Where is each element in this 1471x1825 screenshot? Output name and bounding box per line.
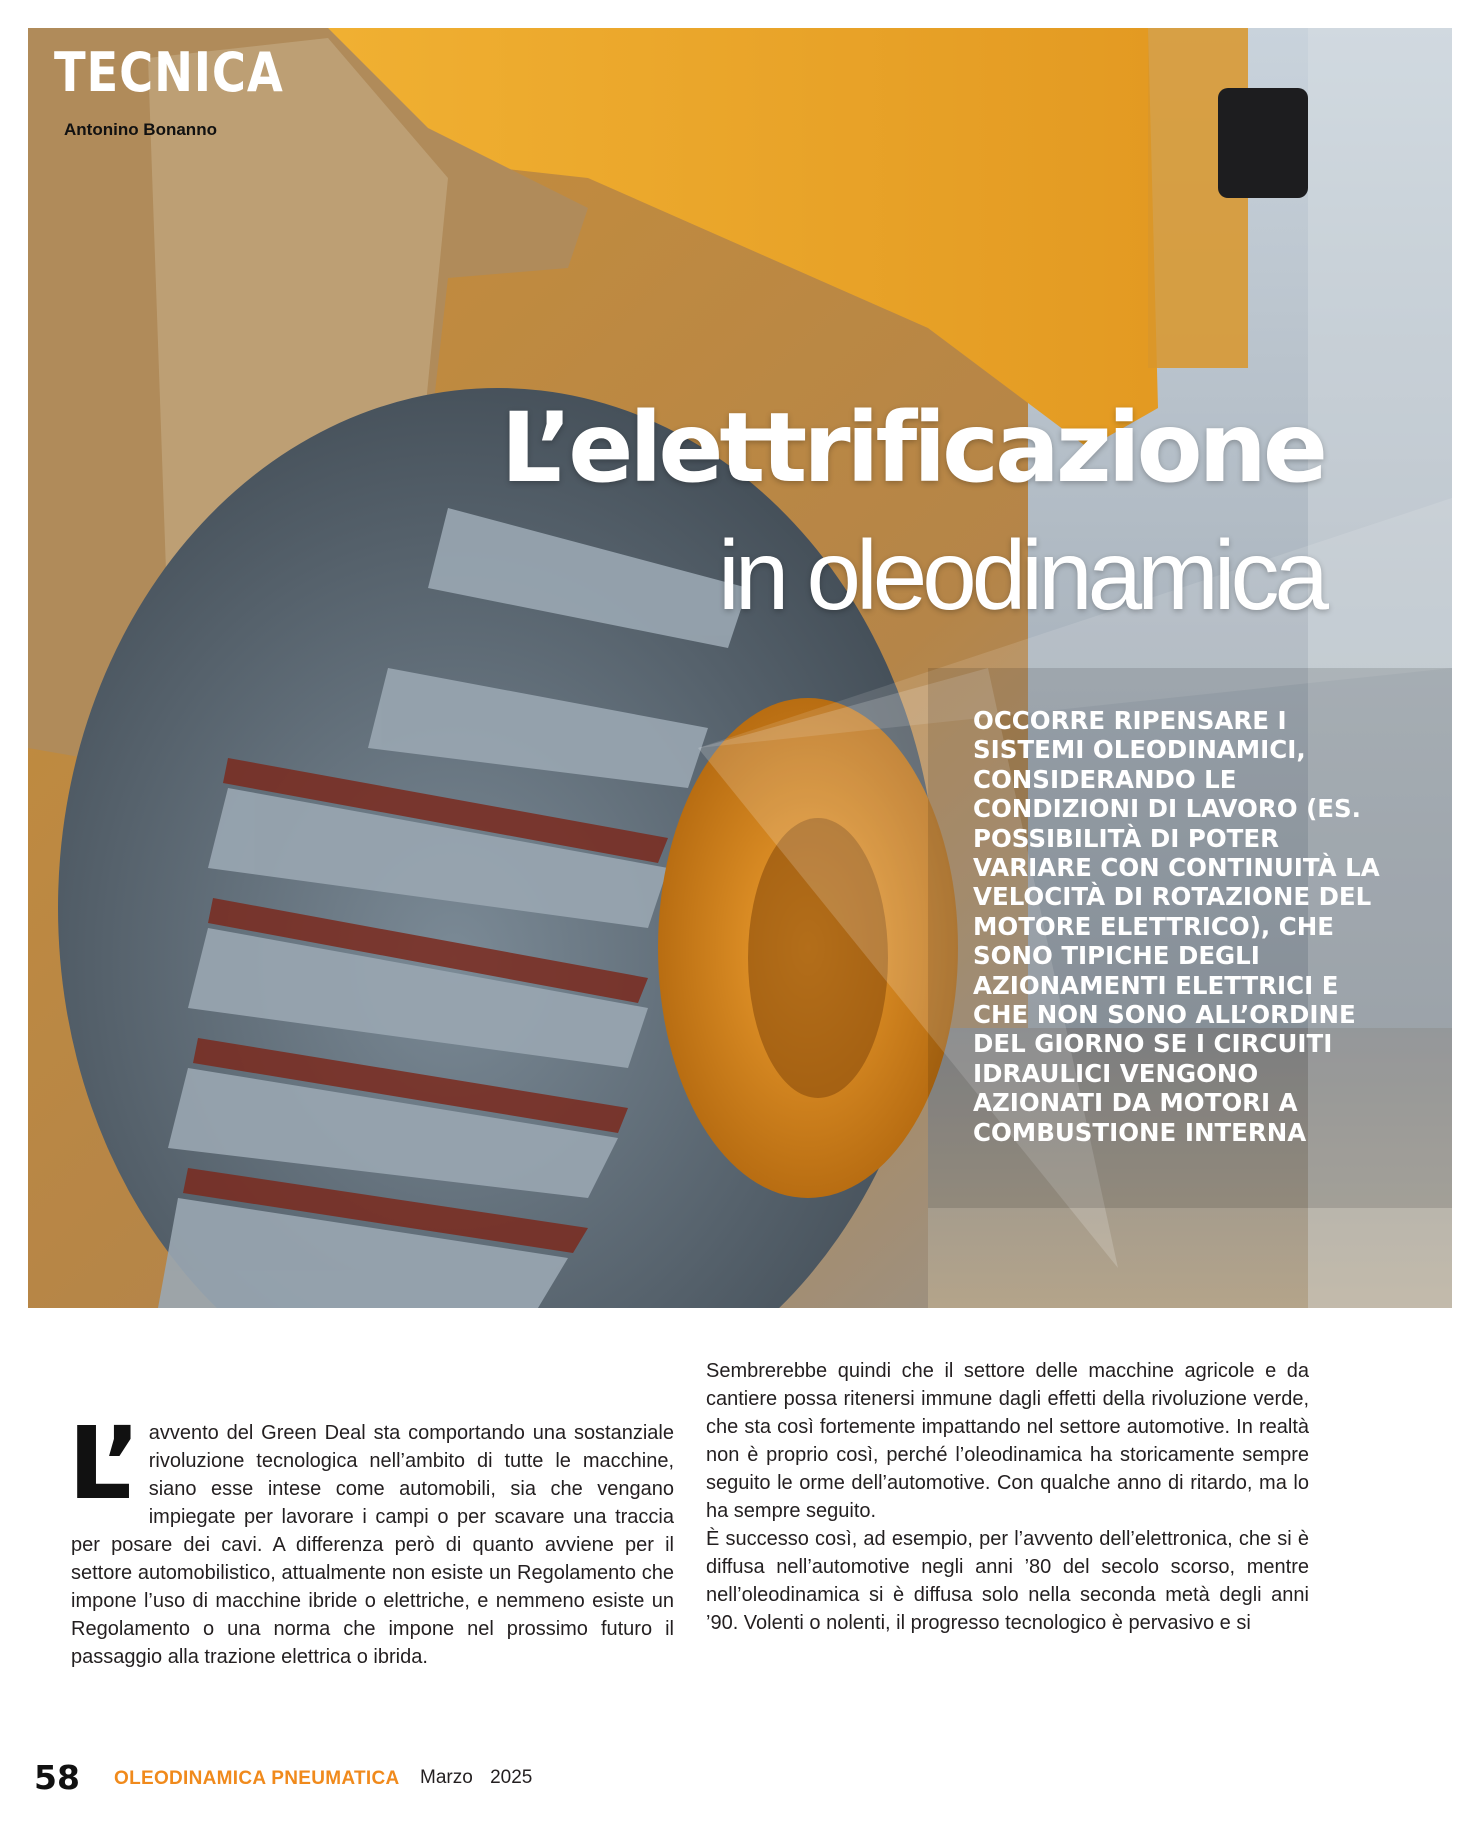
issue-date: Marzo 2025: [420, 1767, 533, 1788]
article-subtitle: in oleodinamica: [718, 520, 1324, 630]
hero-image: [28, 28, 1452, 1308]
body-paragraph: avvento del Green Deal sta comportando una sostanziale rivoluzione tecnologica nell’ambito di tutte le macchine, siano esse intese come automobili, sia che vengano impiegate per lavorare i campi o per scavare una traccia per posare dei cavi. A differenza però di quanto avviene per il settore automobilistico, attualmente non esiste un Regolamento che impone l’uso di macchine ibride o elettriche, e nemmeno esiste un Regolamento o una norma che impone nel prossimo futuro il passaggio alla trazione elettrica o ibrida.: [71, 1422, 674, 1668]
body-paragraph: Sembrerebbe quindi che il settore delle macchine agricole e da cantiere possa ritenersi immune dagli effetti della rivoluzione verde, che sta così fortemente impattando nel settore automotive. In realtà non è proprio così, perché l’oleodinamica ha storicamente sempre seguito le orme dell’automotive. Con qualche anno di ritardo, ma lo ha sempre seguito.: [706, 1360, 1309, 1522]
body-column-left: [68, 1405, 674, 1671]
magazine-name: OLEODINAMICA PNEUMATICA: [114, 1768, 400, 1789]
article-title: L’elettrificazione: [500, 392, 1324, 504]
body-column-right: [706, 1357, 1309, 1637]
drop-cap: L’: [68, 1405, 135, 1522]
author-name: Antonino Bonanno: [64, 120, 217, 139]
page-number: 58: [34, 1758, 80, 1797]
section-tag: TECNICA: [54, 41, 284, 104]
body-paragraph: È successo così, ad esempio, per l’avvento dell’elettronica, che si è diffusa nell’automotive negli anni ’80 del secolo scorso, mentre nell’oleodinamica si è diffusa solo nella seconda metà degli anni ’90. Volenti o nolenti, il progresso tecnologico è pervasivo e si: [706, 1528, 1309, 1634]
article-lead: OCCORRE RIPENSARE I SISTEMI OLEODINAMICI, CONSIDERANDO LE CONDIZIONI DI LAVORO (ES. POSSIBILITÀ DI POTER VARIARE CON CONTINUITÀ LA VELOCITÀ DI ROTAZIONE DEL MOTORE ELETTRICO), CHE SONO TIPICHE DEGLI AZIONAMENTI ELETTRICI E CHE NON SONO ALL’ORDINE DEL GIORNO SE I CIRCUITI IDRAULICI VENGONO AZIONATI DA MOTORI A COMBUSTIONE INTERNA: [973, 706, 1380, 1147]
